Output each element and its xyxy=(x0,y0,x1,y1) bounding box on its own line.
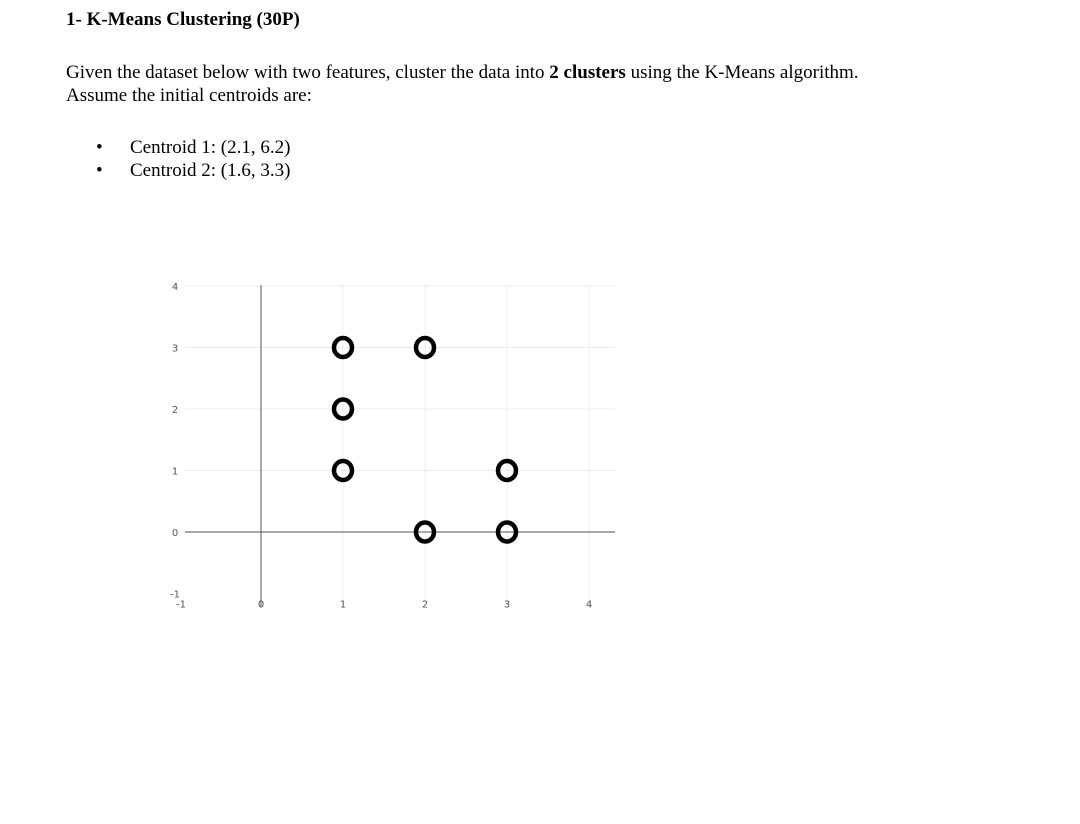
y-tick-label: -1 xyxy=(170,589,180,601)
question-text xyxy=(66,61,1026,107)
x-tick-label: 3 xyxy=(503,599,511,611)
question-title: 1- K-Means Clustering (30P) xyxy=(66,9,300,30)
y-tick-label: 1 xyxy=(171,466,179,478)
centroid-item-2: • Centroid 2: (1.6, 3.3) xyxy=(66,159,290,182)
y-tick-label: 0 xyxy=(171,528,179,539)
x-tick-label: -1 xyxy=(176,599,186,611)
x-tick-label: 4 xyxy=(585,599,593,611)
scatter-plot xyxy=(150,275,630,620)
question-text-line2: Assume the initial centroids are: xyxy=(66,85,312,106)
x-tick-label: 2 xyxy=(421,599,429,611)
question-text-bold: 2 clusters xyxy=(549,62,626,83)
y-tick-label: 2 xyxy=(171,405,179,416)
y-tick-label: 3 xyxy=(171,343,179,355)
centroid-item-1: • Centroid 1: (2.1, 6.2) xyxy=(66,136,290,159)
question-text-part2: using the K-Means algorithm. xyxy=(625,62,859,83)
question-text-part1: Given the dataset below with two features, cluster the data into xyxy=(66,62,550,83)
x-tick-label: 1 xyxy=(339,599,347,611)
x-tick-label: 0 xyxy=(257,599,265,611)
y-tick-label: 4 xyxy=(171,282,179,293)
centroid-list xyxy=(66,136,290,182)
